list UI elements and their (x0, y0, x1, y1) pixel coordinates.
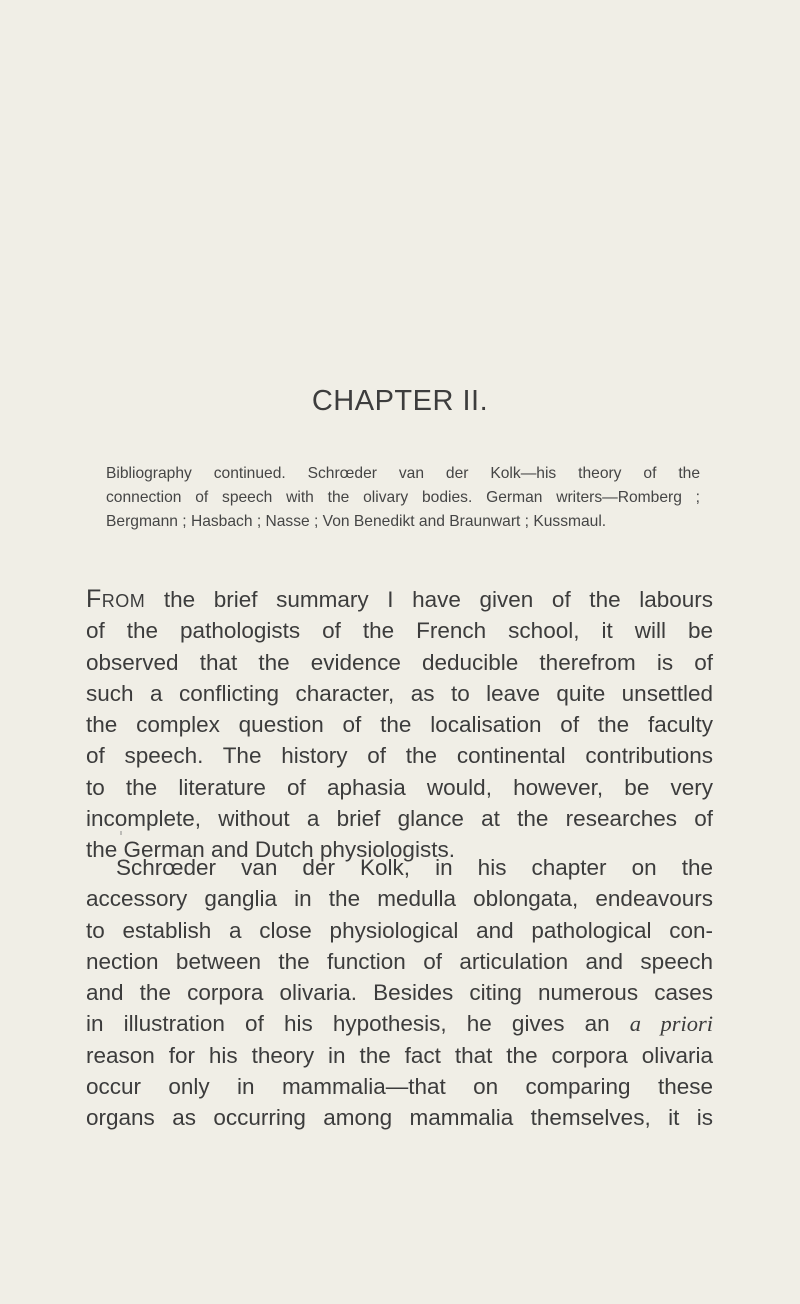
paragraph-line: such a conflicting character, as to leave quite unsettled (86, 680, 713, 706)
paragraph-line: and the corpora olivaria. Besides citing numerous cases (86, 980, 713, 1006)
paragraph-1 (86, 584, 713, 866)
chapter-title: CHAPTER II. (311, 385, 489, 417)
print-speck (120, 831, 122, 835)
paragraph-line: the German and Dutch physiologists. (86, 837, 455, 863)
paragraph-line: organs as occurring among mammalia themselves, it is (86, 1105, 713, 1131)
paragraph-line: Schrœder van der Kolk, in his chapter on the (116, 855, 713, 880)
paragraph-line: observed that the evidence deducible therefrom is of (86, 649, 713, 675)
synopsis-line: connection of speech with the olivary bodies. German writers—Romberg ; (106, 489, 700, 506)
chapter-synopsis (106, 462, 700, 534)
paragraph-line: nection between the function of articulation and speech (86, 948, 713, 974)
paragraph-line: to the literature of aphasia would, however, be very (86, 774, 713, 800)
paragraph-line: incomplete, without a brief glance at the researches of (86, 806, 713, 832)
paragraph-line-text: in illustration of his hypothesis, he gives an (86, 1011, 630, 1037)
paragraph-2 (86, 852, 713, 1134)
paragraph-line (86, 1008, 713, 1039)
paragraph-line: to establish a close physiological and pathological con- (86, 917, 713, 943)
paragraph-line: of the pathologists of the French school, it will be (86, 618, 713, 644)
paragraph-line-text: the brief summary I have given of the labours (145, 587, 713, 612)
paragraph-line: occur only in mammalia—that on comparing these (86, 1074, 713, 1100)
synopsis-line: Bibliography continued. Schrœder van der Kolk—his theory of the (106, 465, 700, 482)
paragraph-line (86, 584, 713, 615)
paragraph-line: reason for his theory in the fact that the corpora olivaria (86, 1042, 713, 1068)
synopsis-line: Bergmann ; Hasbach ; Nasse ; Von Benedikt and Braunwart ; Kussmaul. (106, 513, 607, 530)
paragraph-line: of speech. The history of the continental contributions (86, 743, 713, 769)
paragraph-line: the complex question of the localisation of the faculty (86, 712, 713, 738)
italic-phrase: a priori (629, 1011, 713, 1037)
drop-cap-word: From (86, 585, 146, 613)
paragraph-line: accessory ganglia in the medulla oblongata, endeavours (86, 886, 713, 912)
